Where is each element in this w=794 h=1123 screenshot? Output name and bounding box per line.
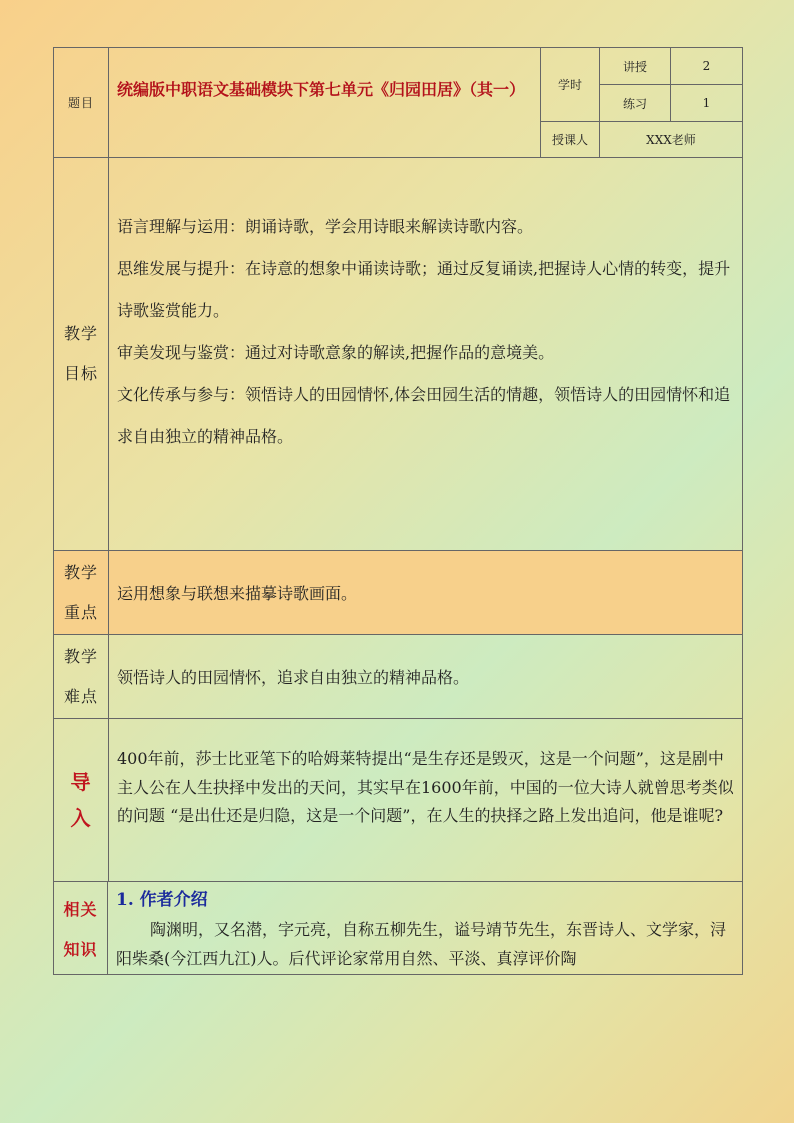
goals-label-2: 目标	[63, 364, 98, 383]
teacher-label: 授课人	[551, 133, 588, 147]
lecture-value: 2	[702, 59, 711, 73]
author-intro-text: 陶渊明，又名潜，字元亮，自称五柳先生，谥号靖节先生，东晋诗人、文学家，浔阳柴桑(今江西九江)人。后代评论家常用自然、平淡、真淳评价陶	[116, 920, 727, 968]
key-point-label-1: 教学	[63, 562, 98, 582]
related-label-2: 知识	[63, 940, 98, 959]
hours-grid	[600, 48, 742, 157]
related-label-1: 相关	[63, 900, 98, 919]
difficulty-label-1: 教学	[63, 646, 98, 666]
teacher-value: XXX老师	[646, 133, 696, 147]
goals-row	[54, 158, 742, 551]
hours-label: 学时	[541, 48, 599, 122]
goals-label	[54, 158, 109, 550]
goals-label-1: 教学	[63, 324, 98, 343]
key-point-row	[54, 551, 742, 635]
goal-aesthetic: 审美发现与鉴赏：通过对诗歌意象的解读,把握作品的意境美。	[117, 343, 555, 362]
header-row	[54, 48, 742, 158]
key-point-text: 运用想象与联想来描摹诗歌画面。	[117, 584, 358, 603]
goal-language: 语言理解与运用：朗诵诗歌，学会用诗眼来解读诗歌内容。	[117, 217, 534, 236]
lesson-plan-table	[53, 47, 743, 975]
intro-label-1: 导	[70, 770, 92, 794]
topic-label: 题目	[54, 48, 109, 157]
author-section-title: 1. 作者介绍	[116, 890, 208, 910]
intro-text: 400年前，莎士比亚笔下的哈姆莱特提出“是生存还是毁灭，这是一个问题”，这是剧中主人公在人生抉择中发出的天问，其实早在1600年前，中国的一位大诗人就曾思考类似的问题 “是出仕还是归隐，这是一个问题”，在人生的抉择之路上发出追问，他是谁呢?	[117, 749, 734, 825]
key-point-label	[54, 551, 109, 634]
goal-thinking: 思维发展与提升：在诗意的想象中诵读诗歌；通过反复诵读,把握诗人心情的转变，提升诗歌鉴赏能力。	[117, 259, 731, 320]
related-row	[54, 882, 742, 974]
lecture-label: 讲授	[600, 48, 671, 84]
practice-label: 练习	[600, 85, 671, 121]
intro-row	[54, 719, 742, 882]
goals-content	[109, 158, 742, 550]
difficulty-label	[54, 635, 109, 718]
intro-label	[54, 719, 109, 881]
lesson-title: 统编版中职语文基础模块下第七单元《归园田居》（其一）	[109, 48, 541, 157]
goal-culture: 文化传承与参与：领悟诗人的田园情怀,体会田园生活的情趣，领悟诗人的田园情怀和追求自由独立的精神品格。	[117, 385, 731, 446]
intro-label-2: 入	[70, 806, 92, 830]
difficulty-label-2: 难点	[63, 686, 98, 706]
lecture-row	[600, 48, 742, 85]
practice-row	[600, 85, 742, 122]
practice-value: 1	[702, 96, 711, 110]
difficulty-row	[54, 635, 742, 719]
key-point-label-2: 重点	[63, 602, 98, 622]
hours-column	[541, 48, 600, 157]
related-content	[108, 882, 742, 974]
related-label	[54, 882, 108, 974]
difficulty-text: 领悟诗人的田园情怀，追求自由独立的精神品格。	[117, 668, 470, 687]
